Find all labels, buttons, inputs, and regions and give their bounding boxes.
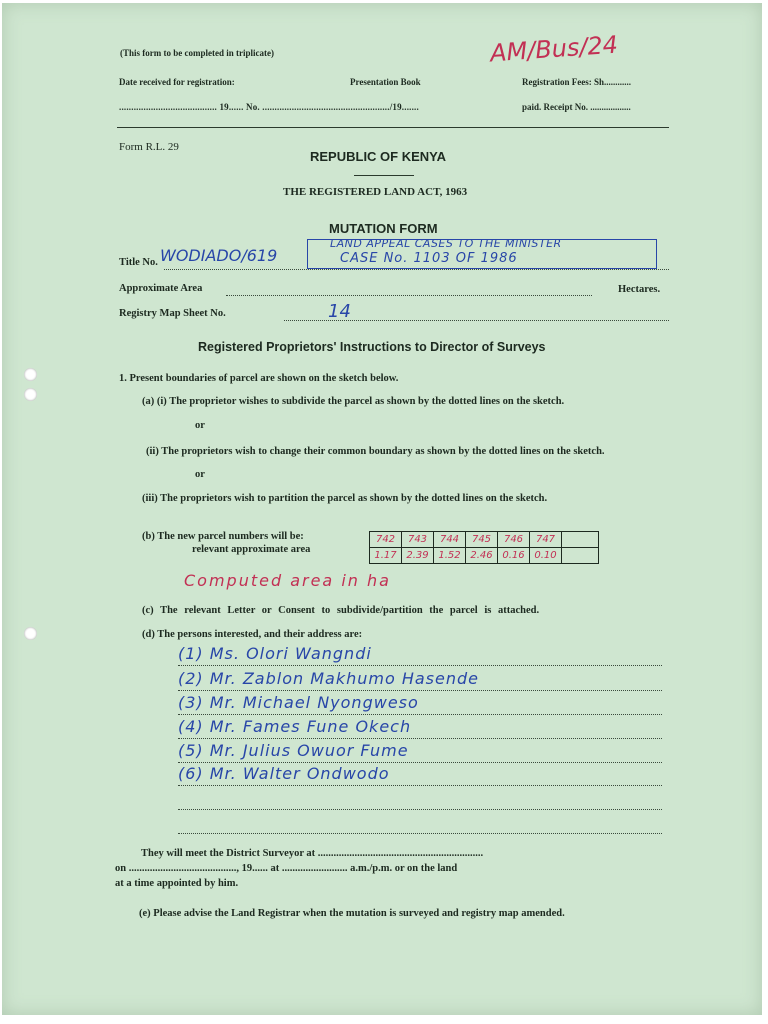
clause-b-line2: relevant approximate area <box>192 544 311 555</box>
title-no-dots <box>164 269 669 270</box>
hectares-label: Hectares. <box>618 284 661 295</box>
meet-line-1: They will meet the District Surveyor at ............................................................... <box>141 848 484 859</box>
person-line <box>178 809 662 810</box>
or-2: or <box>195 469 205 480</box>
person-entry: (4) Mr. Fames Fune Okech <box>178 717 412 736</box>
parcel-number-row <box>370 532 599 548</box>
parcel-number-cell: 745 <box>466 532 498 548</box>
person-entry: (5) Mr. Julius Owuor Fume <box>178 741 409 760</box>
act-heading: THE REGISTERED LAND ACT, 1963 <box>283 186 468 198</box>
parcel-number-cell <box>562 532 599 548</box>
person-line <box>178 714 662 715</box>
approx-area-dots <box>226 295 592 296</box>
person-entry: (1) Ms. Olori Wangndi <box>178 644 372 663</box>
person-line <box>178 833 662 834</box>
appeal-note-line2: CASE No. 1103 OF 1986 <box>340 251 518 266</box>
title-no-label: Title No. <box>119 257 158 268</box>
parcel-area-cell: 2.39 <box>402 548 434 564</box>
punch-hole-top <box>24 368 37 381</box>
registry-map-value: 14 <box>328 301 351 322</box>
person-line <box>178 665 662 666</box>
heading-divider <box>354 175 414 176</box>
parcel-area-cell: 1.17 <box>370 548 402 564</box>
registry-map-label: Registry Map Sheet No. <box>119 308 226 319</box>
clause-c: (c) The relevant Letter or Consent to subdivide/partition the parcel is attached. <box>142 605 540 616</box>
parcel-area-cell: 0.10 <box>530 548 562 564</box>
punch-hole-middle <box>24 388 37 401</box>
header-rule <box>117 127 669 128</box>
clause-e: (e) Please advise the Land Registrar when the mutation is surveyed and registry map amended. <box>139 908 565 919</box>
registration-fees-label: Registration Fees: Sh............ <box>522 77 631 87</box>
meet-line-2: on ........................................., 19...... at ......................... a.m./p.m. or on the land <box>115 863 458 874</box>
person-line <box>178 738 662 739</box>
clause-a-ii: (ii) The proprietors wish to change their common boundary as shown by the dotted lines on the sketch. <box>146 446 605 457</box>
person-line <box>178 690 662 691</box>
parcel-area-row <box>370 548 599 564</box>
or-1: or <box>195 420 205 431</box>
republic-heading: REPUBLIC OF KENYA <box>310 149 447 164</box>
triplicate-note: (This form to be completed in triplicate) <box>120 48 274 58</box>
area-note-handwritten: Computed area in ha <box>184 571 391 590</box>
parcel-area-cell: 2.46 <box>466 548 498 564</box>
parcel-number-cell: 747 <box>530 532 562 548</box>
parcel-number-cell: 746 <box>498 532 530 548</box>
form-title: MUTATION FORM <box>329 221 438 236</box>
parcel-number-cell: 744 <box>434 532 466 548</box>
parcel-number-cell: 743 <box>402 532 434 548</box>
person-line <box>178 762 662 763</box>
clause-b-line1: (b) The new parcel numbers will be: <box>142 531 304 542</box>
item-1: 1. Present boundaries of parcel are shown on the sketch below. <box>119 373 399 384</box>
person-entry: (6) Mr. Walter Ondwodo <box>178 764 390 783</box>
receipt-line: paid. Receipt No. .................. <box>522 102 631 112</box>
parcel-area-cell: 0.16 <box>498 548 530 564</box>
date-received-label: Date received for registration: <box>119 77 235 87</box>
parcel-area-cell: 1.52 <box>434 548 466 564</box>
form-number: Form R.L. 29 <box>119 141 179 153</box>
punch-hole-bottom <box>24 627 37 640</box>
presentation-book-label: Presentation Book <box>350 77 421 87</box>
parcel-area-cell <box>562 548 599 564</box>
approx-area-label: Approximate Area <box>119 283 203 294</box>
clause-a-i: (a) (i) The proprietor wishes to subdivide the parcel as shown by the dotted lines on the sketch. <box>142 396 565 407</box>
appeal-note-line1: LAND APPEAL CASES TO THE MINISTER <box>330 237 562 250</box>
person-line <box>178 785 662 786</box>
clause-d: (d) The persons interested, and their address are: <box>142 629 363 640</box>
handwritten-reference: AM/Bus/24 <box>489 30 619 68</box>
instructions-heading: Registered Proprietors' Instructions to Director of Surveys <box>198 340 546 354</box>
clause-a-iii: (iii) The proprietors wish to partition the parcel as shown by the dotted lines on the sketch. <box>142 493 548 504</box>
presentation-line: ........................................ 19...... No. ..................................................../19....... <box>119 102 419 112</box>
meet-line-3: at a time appointed by him. <box>115 878 239 889</box>
mutation-form-page <box>2 3 762 1015</box>
person-entry: (3) Mr. Michael Nyongweso <box>178 693 419 712</box>
parcel-number-cell: 742 <box>370 532 402 548</box>
title-no-value: WODIADO/619 <box>160 246 278 265</box>
person-entry: (2) Mr. Zablon Makhumo Hasende <box>178 669 479 688</box>
parcel-table <box>369 531 599 564</box>
